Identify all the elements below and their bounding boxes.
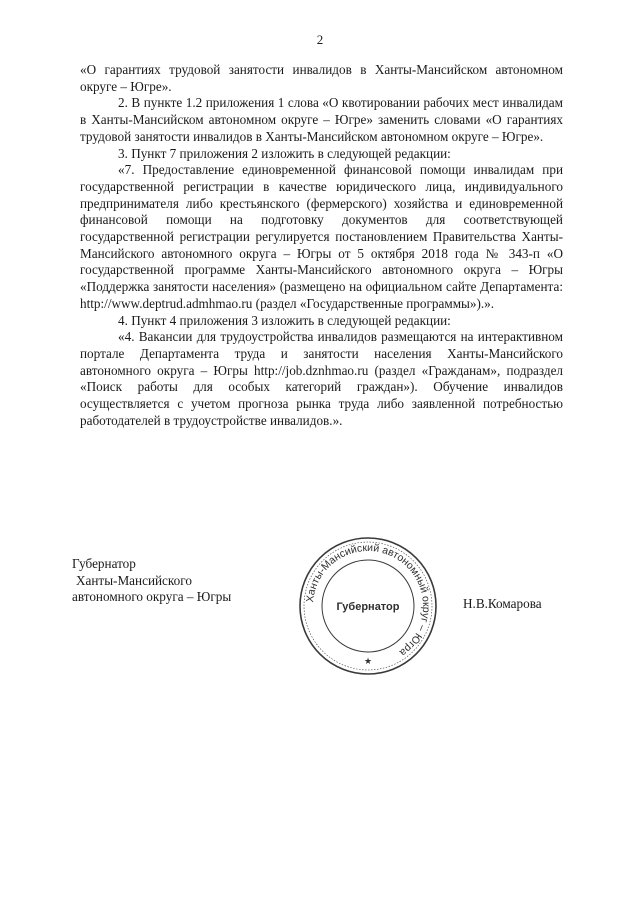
seal-star-icon: ★ xyxy=(363,656,373,666)
page-number: 2 xyxy=(316,32,324,47)
signatory-position-line: автономного округа – Югры xyxy=(72,589,232,605)
paragraph-5: 4. Пункт 4 приложения 3 изложить в следующей редакции: xyxy=(118,312,451,328)
signatory-name: Н.В.Комарова xyxy=(463,596,542,611)
paragraph-1: «О гарантиях трудовой занятости инвалидов в Ханты-Мансийском автономном округе – Югре». xyxy=(80,62,563,94)
paragraph-6: «4. Вакансии для трудоустройства инвалидов размещаются на интерактивном портале Департамента труда и занятости населения Ханты-Мансийского автономного округа – Югры http://job.dznhmao.ru (раздел «Гражданам», подраздел «Поиск работы для особых категорий граждан»). Обучение инвалидов осуществляется с учетом прогноза рынка труда либо заявленной потребностью работодателей в трудоустройстве инвалидов.». xyxy=(80,329,563,428)
signatory-position-line: Ханты-Мансийского xyxy=(76,572,192,588)
seal-ring-text: Ханты-Мансийский автономный округ – Югра xyxy=(304,541,433,659)
official-seal xyxy=(296,534,440,678)
signatory-position xyxy=(72,556,231,606)
paragraph-4: «7. Предоставление единовременной финансовой помощи инвалидам при государственной регистрации в качестве юридического лица, индивидуального предпринимателя либо крестьянского (фермерского) хозяйства и единовременной финансовой помощи на подготовку документов для соответствующей государственной регистрации регулируется постановлением Правительства Ханты-Мансийского автономного округа – Югры от 5 октября 2018 года № 343-п «О государственной программе Ханты-Мансийского автономного округа – Югры «Поддержка занятости населения» (размещено на официальном сайте Департамента: http://www.deptrud.admhmao.ru (раздел «Государственные программы»).». xyxy=(80,162,563,311)
document-body xyxy=(80,62,563,429)
seal-center-label: Губернатор xyxy=(336,601,400,613)
signatory-position-line: Губернатор xyxy=(72,556,136,571)
paragraph-3: 3. Пункт 7 приложения 2 изложить в следующей редакции: xyxy=(118,145,451,161)
paragraph-2: 2. В пункте 1.2 приложения 1 слова «О квотировании рабочих мест инвалидам в Ханты-Мансийском автономном округе – Югре» заменить словами «О гарантиях трудовой занятости инвалидов в Ханты-Мансийском автономном округе – Югре». xyxy=(80,95,563,144)
